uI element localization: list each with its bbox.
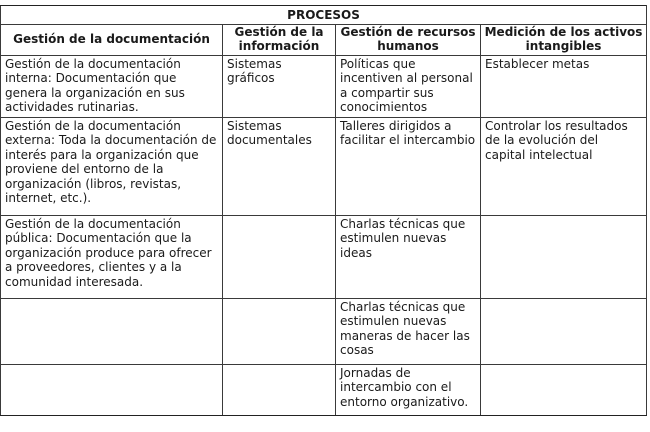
- table-row: [1, 364, 647, 415]
- column-header-row: [1, 24, 647, 55]
- table-cell: [223, 364, 336, 415]
- procesos-table: [0, 5, 647, 416]
- table-cell: Charlas técnicas que estimulen nuevas ideas: [336, 215, 481, 298]
- table-cell: Gestión de la documentación pública: Documentación que la organización produce para ofrecer a proveedores, clientes y a la comunidad interesada.: [1, 215, 223, 298]
- table-row: [1, 117, 647, 215]
- column-header-informacion: Gestión de la información: [223, 24, 336, 55]
- table-cell: Sistemas documentales: [223, 117, 336, 215]
- table-cell: Establecer metas: [481, 55, 647, 117]
- table-cell: [481, 364, 647, 415]
- column-header-activos-intangibles: Medición de los activos intangibles: [481, 24, 647, 55]
- table-cell: [223, 298, 336, 364]
- column-header-recursos-humanos: Gestión de recursos humanos: [336, 24, 481, 55]
- column-header-documentacion: Gestión de la documentación: [1, 24, 223, 55]
- table-cell: Gestión de la documentación externa: Toda la documentación de interés para la organización que proviene del entorno de la organización (libros, revistas, internet, etc.).: [1, 117, 223, 215]
- table-cell: Jornadas de intercambio con el entorno organizativo.: [336, 364, 481, 415]
- table-title-row: [1, 6, 647, 25]
- table-cell: [1, 364, 223, 415]
- table-row: [1, 215, 647, 298]
- table-cell: Talleres dirigidos a facilitar el intercambio: [336, 117, 481, 215]
- procesos-table-container: [0, 5, 646, 416]
- table-cell: Políticas que incentiven al personal a compartir sus conocimientos: [336, 55, 481, 117]
- table-cell: [481, 298, 647, 364]
- table-cell: [223, 215, 336, 298]
- table-row: [1, 55, 647, 117]
- table-cell: Sistemas gráficos: [223, 55, 336, 117]
- table-cell: [481, 215, 647, 298]
- table-cell: Controlar los resultados de la evolución del capital intelectual: [481, 117, 647, 215]
- table-title: PROCESOS: [1, 6, 647, 25]
- table-cell: Charlas técnicas que estimulen nuevas maneras de hacer las cosas: [336, 298, 481, 364]
- table-cell: Gestión de la documentación interna: Documentación que genera la organización en sus actividades rutinarias.: [1, 55, 223, 117]
- table-cell: [1, 298, 223, 364]
- table-row: [1, 298, 647, 364]
